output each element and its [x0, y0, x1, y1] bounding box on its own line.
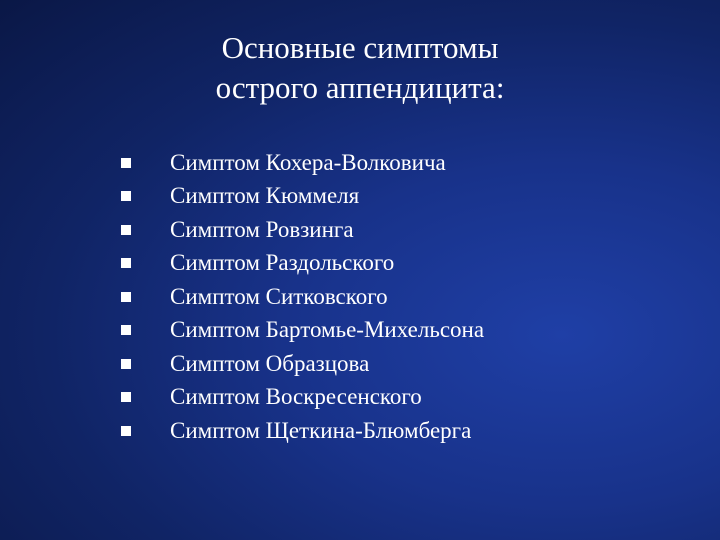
list-item: [121, 180, 484, 214]
list-item-text: Симптом Раздольского: [170, 250, 395, 276]
symptom-list: [121, 146, 484, 448]
square-bullet-icon: [121, 258, 131, 268]
list-item-text: Симптом Кохера-Волковича: [170, 149, 446, 175]
list-item: [121, 381, 484, 415]
list-item: [121, 314, 484, 348]
list-item: [121, 213, 484, 247]
list-item-text: Симптом Образцова: [170, 350, 370, 376]
list-item: [121, 347, 484, 381]
list-item-text: Симптом Ситковского: [170, 283, 388, 309]
square-bullet-icon: [121, 325, 131, 335]
list-item: [121, 247, 484, 281]
slide-title-line-1: Основные симптомы: [221, 30, 499, 65]
list-item-text: Симптом Щеткина-Блюмберга: [170, 417, 472, 443]
square-bullet-icon: [121, 359, 131, 369]
list-item-text: Симптом Бартомье-Михельсона: [170, 317, 485, 343]
square-bullet-icon: [121, 292, 131, 302]
list-item-text: Симптом Ровзинга: [170, 216, 354, 242]
list-item-text: Симптом Воскресенского: [170, 384, 422, 410]
list-item: [121, 146, 484, 180]
square-bullet-icon: [121, 392, 131, 402]
slide-title: [0, 28, 720, 108]
list-item: [121, 414, 484, 448]
slide-title-line-2: острого аппендицита:: [215, 70, 505, 105]
square-bullet-icon: [121, 158, 131, 168]
square-bullet-icon: [121, 426, 131, 436]
square-bullet-icon: [121, 191, 131, 201]
list-item: [121, 280, 484, 314]
square-bullet-icon: [121, 225, 131, 235]
list-item-text: Симптом Кюммеля: [170, 183, 360, 209]
